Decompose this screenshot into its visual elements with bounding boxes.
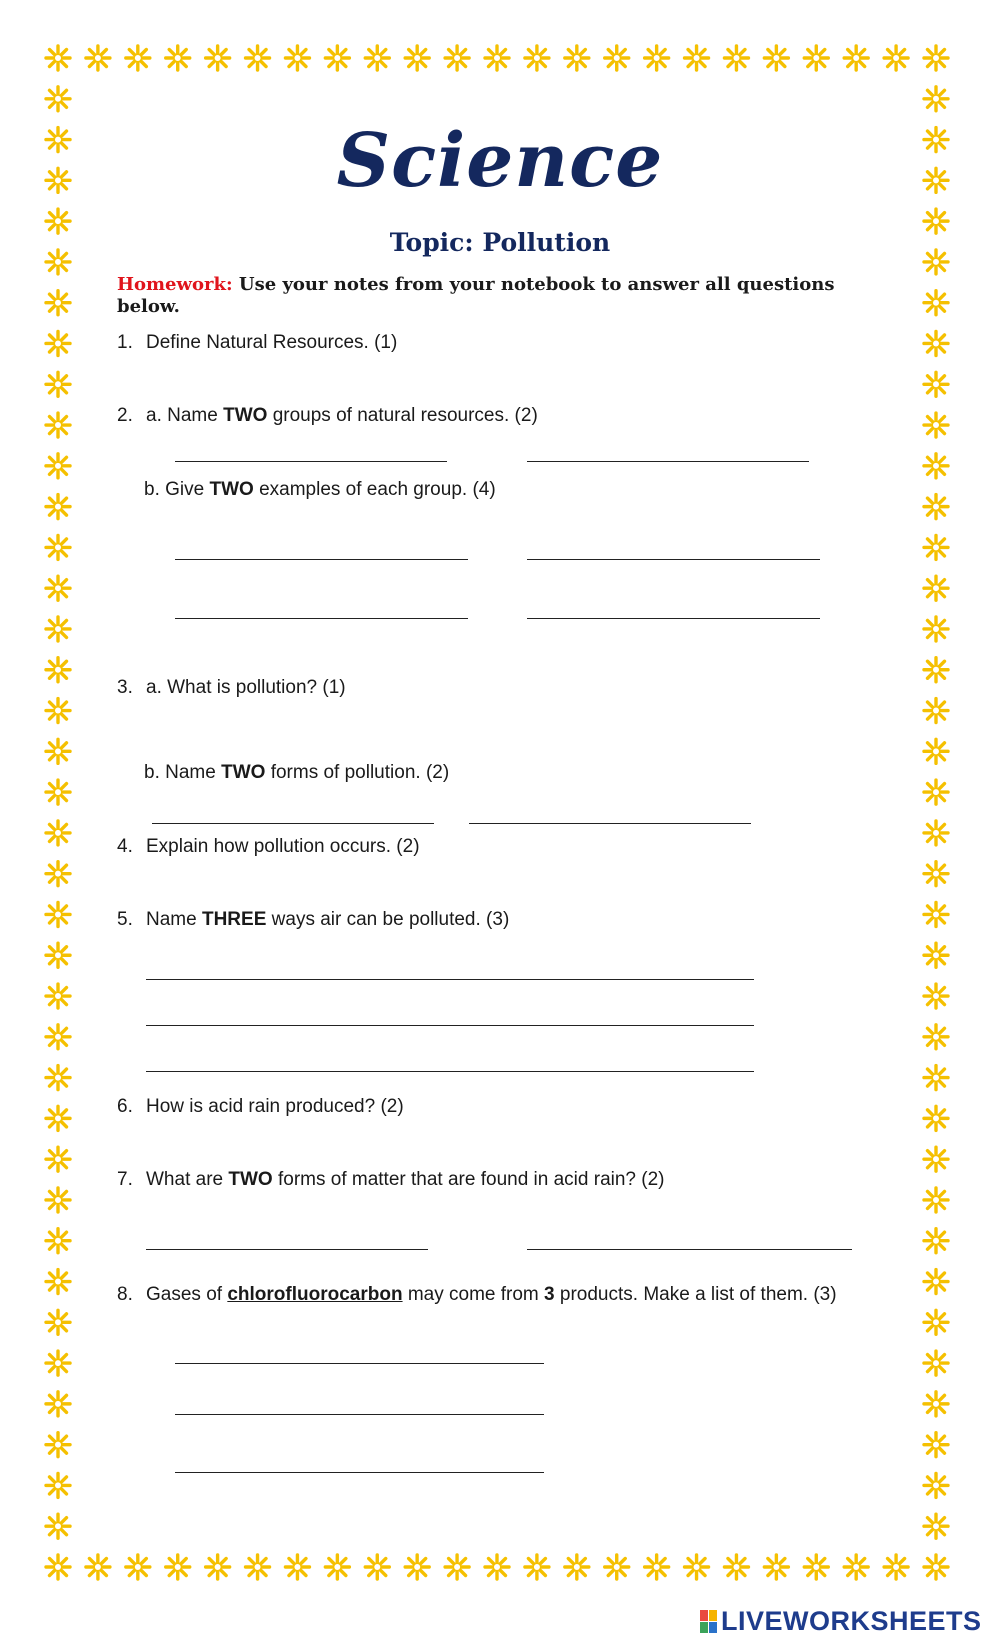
flower-icon [46,1106,70,1130]
flower-icon [86,46,110,70]
flower-icon [46,576,70,600]
flower-icon [46,739,70,763]
flower-icon [924,454,948,478]
flower-icon [804,1555,828,1579]
flower-icon [525,46,549,70]
flower-icon [46,1310,70,1334]
flower-icon [605,46,629,70]
answer-line-5-2[interactable] [146,1001,754,1026]
flower-icon [924,739,948,763]
flower-icon [365,1555,389,1579]
flower-icon [246,46,270,70]
logo-text: LIVEWORKSHEETS [721,1605,982,1636]
flower-icon [46,1229,70,1253]
flower-icon [46,1433,70,1457]
flower-icon [46,1188,70,1212]
flower-icon [924,1351,948,1375]
homework-instruction [117,274,837,318]
flower-icon [405,1555,429,1579]
flower-icon [46,46,70,70]
answer-line-8-3[interactable] [175,1448,544,1473]
flower-icon [724,46,748,70]
flower-icon [46,1555,70,1579]
answer-line-8-1[interactable] [175,1339,544,1364]
flower-icon [46,902,70,926]
flower-icon [485,46,509,70]
flower-icon [924,862,948,886]
flower-icon [924,821,948,845]
flower-icon [166,1555,190,1579]
flower-icon [525,1555,549,1579]
topic-subtitle: Topic: Pollution [389,228,611,257]
question-3b-text: b. Name TWO forms of pollution. (2) [144,762,450,783]
flower-icon [924,1066,948,1090]
flower-icon [86,1555,110,1579]
flower-icon [924,495,948,519]
answer-line-2a-1[interactable] [175,437,447,462]
flower-icon [325,46,349,70]
flower-icon [924,372,948,396]
question-1-text: Define Natural Resources. (1) [146,332,398,353]
flower-icon [724,1555,748,1579]
flower-icon [46,1025,70,1049]
flower-icon [924,699,948,723]
flower-icon [605,1555,629,1579]
question-6-text: How is acid rain produced? (2) [146,1096,404,1117]
flower-icon [445,1555,469,1579]
flower-icon [46,331,70,355]
logo-blocks-icon [700,1610,717,1633]
flower-icon [924,617,948,641]
flower-icon [924,1555,948,1579]
flower-icon [46,984,70,1008]
flower-icon [844,46,868,70]
question-2b-text: b. Give TWO examples of each group. (4) [144,479,496,500]
flower-icon [924,902,948,926]
flower-icon [46,658,70,682]
flower-icon [365,46,389,70]
answer-line-2b-3[interactable] [175,594,468,619]
flower-icon [46,617,70,641]
flower-icon [46,943,70,967]
liveworksheets-logo [700,1605,982,1637]
flower-icon [46,454,70,478]
flower-icon [46,1392,70,1416]
answer-line-2b-4[interactable] [527,594,820,619]
answer-line-2b-2[interactable] [527,535,820,560]
flower-icon [685,1555,709,1579]
flower-icon [166,46,190,70]
answer-line-7-1[interactable] [146,1225,428,1250]
flower-icon [924,943,948,967]
flower-icon [844,1555,868,1579]
flower-icon [565,46,589,70]
flower-icon [325,1555,349,1579]
flower-icon [445,46,469,70]
flower-icon [46,780,70,804]
flower-icon [924,1514,948,1538]
flower-icon [924,46,948,70]
flower-icon [46,1270,70,1294]
flower-icon [206,46,230,70]
flower-icon [924,1147,948,1171]
answer-line-3b-2[interactable] [469,799,751,824]
flower-icon [924,1188,948,1212]
flower-icon [804,46,828,70]
question-8-text: Gases of chlorofluorocarbon may come from 3 products. Make a list of them. (3) [146,1284,837,1305]
flower-icon [924,413,948,437]
flower-icon [924,1392,948,1416]
flower-icon [46,87,70,111]
flower-icon [924,535,948,559]
page-title: Science [336,118,664,204]
flower-icon [126,1555,150,1579]
answer-line-2b-1[interactable] [175,535,468,560]
flower-icon [285,46,309,70]
flower-icon [924,291,948,315]
flower-icon [924,1433,948,1457]
question-4-text: Explain how pollution occurs. (2) [146,836,420,857]
flower-icon [46,413,70,437]
flower-icon [285,1555,309,1579]
flower-icon [206,1555,230,1579]
flower-icon [884,46,908,70]
flower-icon [924,1106,948,1130]
flower-icon [924,1270,948,1294]
flower-icon [46,291,70,315]
answer-line-3b-1[interactable] [152,799,434,824]
flower-icon [565,1555,589,1579]
flower-icon [764,1555,788,1579]
answer-line-5-1[interactable] [146,955,754,980]
flower-icon [764,46,788,70]
flower-icon [924,984,948,1008]
flower-icon [126,46,150,70]
flower-icon [924,658,948,682]
homework-text: Use your notes from your notebook to answer all questions below. [117,274,835,317]
flower-icon [685,46,709,70]
flower-icon [46,821,70,845]
flower-icon [46,372,70,396]
flower-icon [884,1555,908,1579]
flower-icon [485,1555,509,1579]
flower-icon [46,495,70,519]
flower-icon [46,862,70,886]
answer-line-5-3[interactable] [146,1047,754,1072]
question-7-text: What are TWO forms of matter that are found in acid rain? (2) [146,1169,665,1190]
flower-icon [924,780,948,804]
homework-label: Homework: [117,274,233,295]
answer-line-7-2[interactable] [527,1225,852,1250]
flower-icon [46,1351,70,1375]
flower-icon [46,535,70,559]
flower-icon [924,576,948,600]
flower-icon [405,46,429,70]
answer-line-8-2[interactable] [175,1390,544,1415]
flower-icon [924,1310,948,1334]
flower-icon [46,1066,70,1090]
question-3-text: a. What is pollution? (1) [146,677,346,698]
flower-icon [924,1229,948,1253]
flower-icon [645,46,669,70]
flower-icon [246,1555,270,1579]
answer-line-2a-2[interactable] [527,437,809,462]
flower-icon [924,331,948,355]
flower-icon [645,1555,669,1579]
flower-icon [46,1514,70,1538]
flower-icon [924,87,948,111]
flower-icon [924,1025,948,1049]
question-5-text: Name THREE ways air can be polluted. (3) [146,909,510,930]
question-2-text: a. Name TWO groups of natural resources. (2) [146,405,538,426]
flower-icon [46,699,70,723]
flower-icon [924,1473,948,1497]
flower-icon [46,1473,70,1497]
flower-icon [46,1147,70,1171]
